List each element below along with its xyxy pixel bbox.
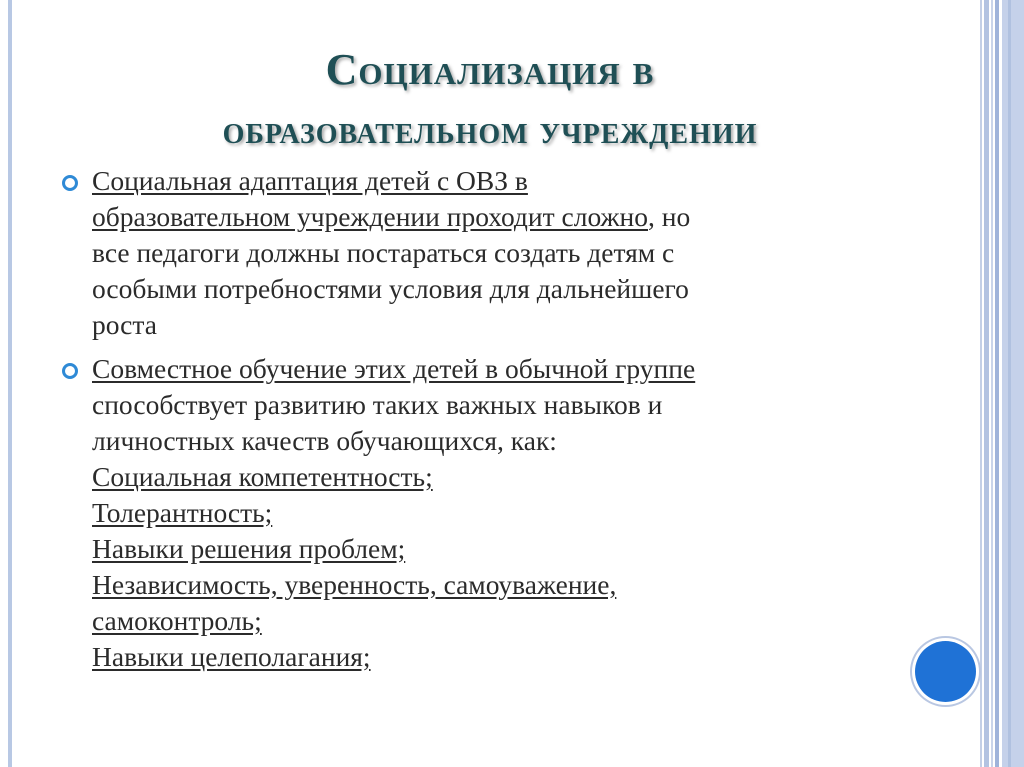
bullet-ring-icon bbox=[62, 175, 78, 191]
stripe bbox=[980, 0, 982, 767]
slide-content bbox=[60, 163, 890, 683]
list-item-problem-solving: Навыки решения проблем; bbox=[92, 533, 406, 564]
stripe bbox=[1002, 0, 1024, 767]
left-border-decoration bbox=[8, 0, 12, 767]
list-item-self-control: самоконтроль; bbox=[92, 605, 262, 636]
right-stripes-decoration bbox=[980, 0, 1024, 767]
stripe bbox=[991, 0, 993, 767]
bullet-1-line-3: все педагоги должны постараться создать детям с bbox=[92, 237, 675, 268]
list-item-goal-setting: Навыки целеполагания; bbox=[92, 641, 371, 672]
bullet-1-line-2 bbox=[92, 199, 890, 235]
bullet-1-line-1: Социальная адаптация детей с ОВЗ в bbox=[92, 165, 528, 196]
bullet-item-2 bbox=[60, 351, 890, 675]
stripe bbox=[984, 0, 989, 767]
bullet-2-line-1: Совместное обучение этих детей в обычной группе bbox=[92, 353, 696, 384]
stripe bbox=[995, 0, 999, 767]
bullet-ring-icon bbox=[62, 363, 78, 379]
list-item-social-competence: Социальная компетентность; bbox=[92, 461, 433, 492]
list-item-independence: Независимость, уверенность, самоуважение, bbox=[92, 569, 617, 600]
title-line-1: Социализация в bbox=[325, 45, 655, 94]
bullet-1-line-4: особыми потребностями условия для дальнейшего bbox=[92, 273, 689, 304]
slide-title bbox=[60, 40, 920, 160]
bullet-item-1 bbox=[60, 163, 890, 343]
list-item-tolerance: Толерантность; bbox=[92, 497, 273, 528]
blue-circle-decoration bbox=[915, 641, 976, 702]
bullet-2-line-2: способствует развитию таких важных навыков и bbox=[92, 389, 663, 420]
bullet-2-line-3: личностных качеств обучающихся, как: bbox=[92, 425, 557, 456]
bullet-1-line-2-underlined: образовательном учреждении проходит сложно bbox=[92, 201, 648, 232]
title-line-2: образовательном учреждении bbox=[222, 107, 758, 152]
bullet-1-line-2-rest: , но bbox=[648, 201, 691, 232]
bullet-1-line-5: роста bbox=[92, 309, 157, 340]
stripe bbox=[1008, 0, 1011, 767]
